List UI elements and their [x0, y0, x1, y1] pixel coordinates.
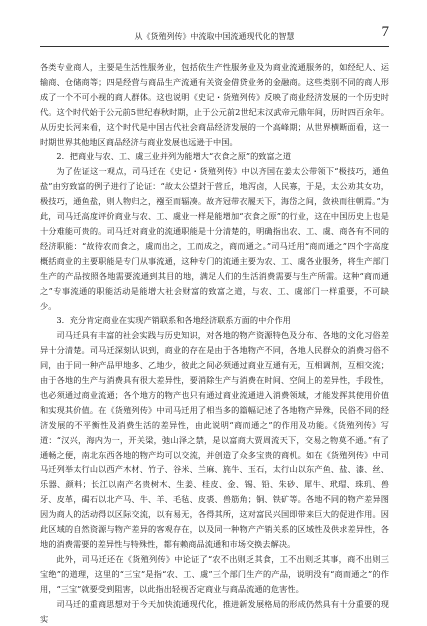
page-number: 7: [381, 24, 389, 40]
paragraph-6: 司马迁的重商思想对于今天加快流通现代化，推进新发展格局的形成仍然具有十分重要的现实: [40, 598, 389, 624]
paragraph-1: 各类专业商人，主要是生活性服务业，包括依生产性服务业及为商业流通服务的，如经纪人、运输商、仓储商等；四是经营与商品生产流通有关资金借贷业务的金融商。这些类别不同的商人形成了一个不可小视的商人群体。这也说明《史记・货殖列传》反映了商业经济发展的一个历史时代。这个时代始于公元前5世纪春秋时期，止于公元前2世纪末汉武帝元鼎年间，历时四百余年。从历史长河来看，这个时代是中国古代社会商品经济发展的一个高峰期；从世界横断面看，这一时期世界其他地区商品经济与商业发展也远逊于中国。: [40, 62, 389, 147]
paragraph-2: 为了佐证这一观点，司马迁在《史记・货殖列传》中以齐国在姜太公带领下“极技巧，通鱼盐”由穷致富的例子进行了论证：“故太公望封于营丘，地泻卤，人民寡，于是，太公劝其女功，极技巧，通鱼盐，则人物归之，襁至而辐凑。故齐冠带衣履天下，海岱之间，敛袂而往朝焉。”为此，司马迁高度评价商业与农、工、虞业一样是能增加“衣食之原”的行业，这在中国历史上也是十分难能可贵的。司马迁对商业的流通职能是十分清楚的，明确指出农、工、虞、商各有不同的经济职能：“故待农而食之，虞而出之，工而成之，商而通之。”司马迁用“商而通之”四个字高度概括商业的主要职能是专门从事流通，这种专门的流通主要为农、工、虞各业服务，将生产部门生产的产品按照各地需要流通到其目的地，满足人们的生活消费需要与生产所需。这种“商而通之”专事流通的职能活动是能增大社会财富的致富之道，与农、工、虞部门一样重要，不可缺少。: [40, 166, 389, 311]
section-heading-2: 2．把商业与农、工、虞三业并列为能增大“衣食之原”的致富之道: [56, 151, 292, 162]
section-heading-3: 3．充分肯定商业在实现产销联系和各地经济联系方面的中介作用: [56, 315, 291, 326]
running-header: [40, 24, 389, 47]
article-body: [40, 60, 389, 624]
running-title: 从《货殖列传》中流取中国流通现代化的智慧: [134, 32, 295, 41]
paragraph-4: 司马迁具有丰富的社会实践与历史知识，对各地的物产资源特色及分布、各地的文化习俗差异十分清楚。司马迁深刻认识到，商业的存在是由于各地物产不同，各地人民群众的消费习俗不同，由于同一种产品甲地多、乙地少，彼此之间必须通过商业互通有无，互相调剂，互相交流；由于各地的生产与消费具有很大差异性，要消除生产与消费在时间、空间上的差异性，手段性，也必须通过商业流通；各个地方的物产也只有通过商业流通进入消费领域，才能发挥其使用价值和实现其价值。在《货殖列传》中司马迁用了相当多的篇幅记述了各地物产异殊，民俗不同的经济发展的不平衡性及消费生活的差异性，由此说明“商而通之”的作用及功能。《货殖列传》写道：“汉兴，海内为一，开关梁，弛山泽之禁，是以富商大贾周流天下，交易之物莫不通。”有了通畅之便，南北东西各地的物产均可以交流，并创造了众多宝贵的商机。如在《货殖列传》中司马迁列举太行山以西产木材、竹子、谷米、兰麻、旄牛、玉石，太行山以东产鱼、盐、漆、丝、乐器、颜料；长江以南产名贵树木、生姜、桂皮、金、锡、铅、朱砂、犀牛、玳瑁、珠玑、兽牙、皮革，碣石以北产马、牛、羊、毛毡、皮裘、兽筋角；铜、铁矿等。各地不同的物产差异图因为商人的活动得以区际交流，以有易无，各得其所，这对富民兴国即带来巨大的促进作用。因此区域的自然资源与物产差异的客观存在，以及同一种物产产销关系的区域性及供求差异性，各地的消费需要的差异性与特殊性，都有赖商品流通和市场交换去解决。: [40, 330, 389, 549]
paragraph-5: 此外，司马迁还在《货殖列传》中论证了“农不出则乏其食，工不出则乏其事，商不出则三宝绝”的道理，这里的“三宝”是指“农、工、虞”三个部门生产的产品，说明没有“商而通之”的作用，“三宝”就要受到阻害，以此指出轻视否定商业与商品流通的危害性。: [40, 553, 389, 594]
